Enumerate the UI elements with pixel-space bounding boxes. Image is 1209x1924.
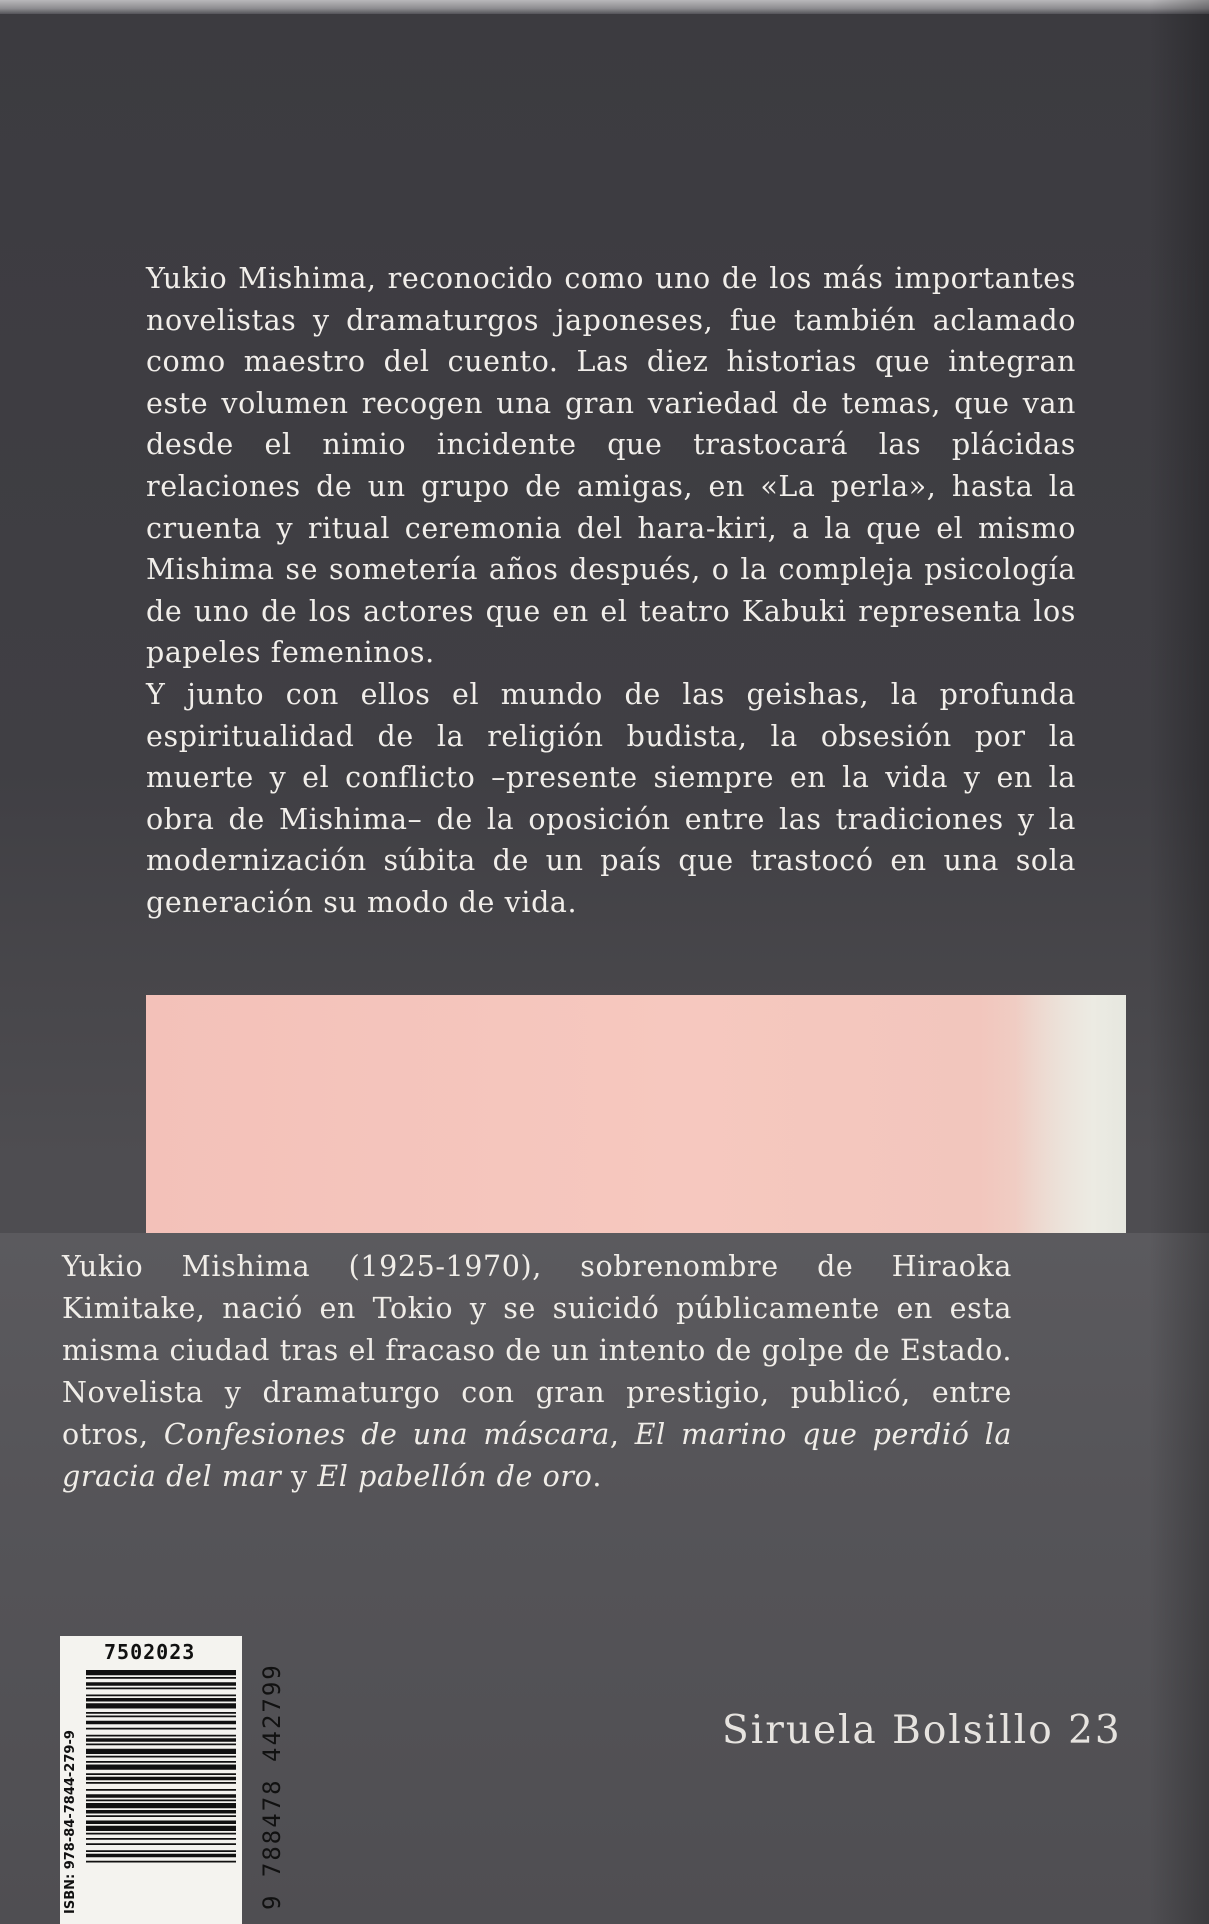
barcode-bars xyxy=(86,1670,236,1924)
barcode-digits: 9 788478 442799 xyxy=(258,1663,286,1910)
barcode-bar xyxy=(86,1810,236,1814)
series-label: Siruela Bolsillo 23 xyxy=(722,1708,1122,1753)
barcode-bar xyxy=(86,1800,236,1802)
barcode-bar xyxy=(86,1670,236,1675)
barcode-bar xyxy=(86,1789,236,1791)
barcode-bar xyxy=(86,1756,236,1758)
barcode-bar xyxy=(86,1821,236,1825)
bio-title-1: Confesiones de una máscara xyxy=(163,1418,610,1451)
barcode-bar xyxy=(86,1716,236,1718)
bio-text: Yukio Mishima (1925-1970), sobrenombre de Hiraoka Kimitake, nació en Tokio y se suicidó públicamente en esta misma ciudad tras el fracaso de un intento de golpe de Estado. Novelista y dramaturgo con gran prestigio, publicó, entre otros, xyxy=(62,1250,1012,1451)
barcode-bar xyxy=(86,1712,236,1714)
barcode-bar xyxy=(86,1826,236,1831)
barcode-bar xyxy=(86,1761,236,1763)
barcode-bar xyxy=(86,1688,236,1690)
barcode-bar xyxy=(86,1838,236,1840)
barcode-bar xyxy=(86,1777,236,1781)
barcode-bar xyxy=(86,1803,236,1808)
synopsis-paragraph-1: Yukio Mishima, reconocido como uno de los más importantes novelistas y dramaturgos japoneses, fue también aclamado como maestro del cuento. Las diez historias que integran este volumen recogen una gran variedad de temas, que van desde el nimio incidente que trastocará las plácidas relaciones de un grupo de amigas, en «La perla», hasta la cruenta y ritual ceremonia del hara-kiri, a la que el mismo Mishima se sometería años después, o la compleja psicología de uno de los actores que en el teatro Kabuki representa los papeles femeninos. xyxy=(146,262,1076,670)
bio-title-3: El pabellón de oro xyxy=(317,1460,593,1493)
barcode-bar xyxy=(86,1744,236,1746)
barcode-bar xyxy=(86,1677,236,1679)
barcode-bar xyxy=(86,1850,236,1852)
barcode-bar xyxy=(86,1698,236,1702)
barcode-bar xyxy=(86,1794,236,1798)
barcode-bar xyxy=(86,1682,236,1686)
barcode-bar xyxy=(86,1721,236,1725)
barcode-bar xyxy=(86,1728,236,1730)
barcode-bar xyxy=(86,1695,236,1697)
author-bio-paragraph xyxy=(62,1246,1012,1498)
barcode-bar xyxy=(86,1833,236,1835)
barcode-label xyxy=(60,1636,286,1924)
bio-end: . xyxy=(592,1460,603,1493)
barcode-bar xyxy=(86,1782,236,1784)
author-bio xyxy=(62,1246,1012,1498)
barcode-bar xyxy=(86,1861,236,1863)
barcode-bar xyxy=(86,1843,236,1845)
bio-conjunction: y xyxy=(290,1460,308,1493)
barcode-top-code: 7502023 xyxy=(104,1640,196,1664)
barcode-bar xyxy=(86,1854,236,1858)
barcode-bar xyxy=(86,1735,236,1737)
synopsis-text xyxy=(146,258,1076,924)
isbn-label: ISBN: 978-84-7844-279-9 xyxy=(63,1730,78,1914)
pink-band-fade xyxy=(1016,995,1126,1233)
barcode-bar xyxy=(86,1749,236,1754)
barcode-bar xyxy=(86,1773,236,1775)
barcode-bar xyxy=(86,1765,236,1770)
book-top-edge xyxy=(0,0,1209,14)
pink-band xyxy=(146,995,1126,1233)
barcode-bar xyxy=(86,1703,236,1708)
barcode-bar xyxy=(86,1815,236,1817)
bio-separator: , xyxy=(609,1418,620,1451)
bio-title-2: El marino que perdió la gracia del mar xyxy=(62,1418,1012,1493)
synopsis-paragraph-2: Y junto con ellos el mundo de las geishas, la profunda espiritualidad de la religión budista, la obsesión por la muerte y el conflicto –presente siempre en la vida y en la obra de Mishima– de la oposición entre las tradiciones y la modernización súbita de un país que trastocó en una sola generación su modo de vida. xyxy=(146,677,1076,919)
barcode-bar xyxy=(86,1738,236,1742)
